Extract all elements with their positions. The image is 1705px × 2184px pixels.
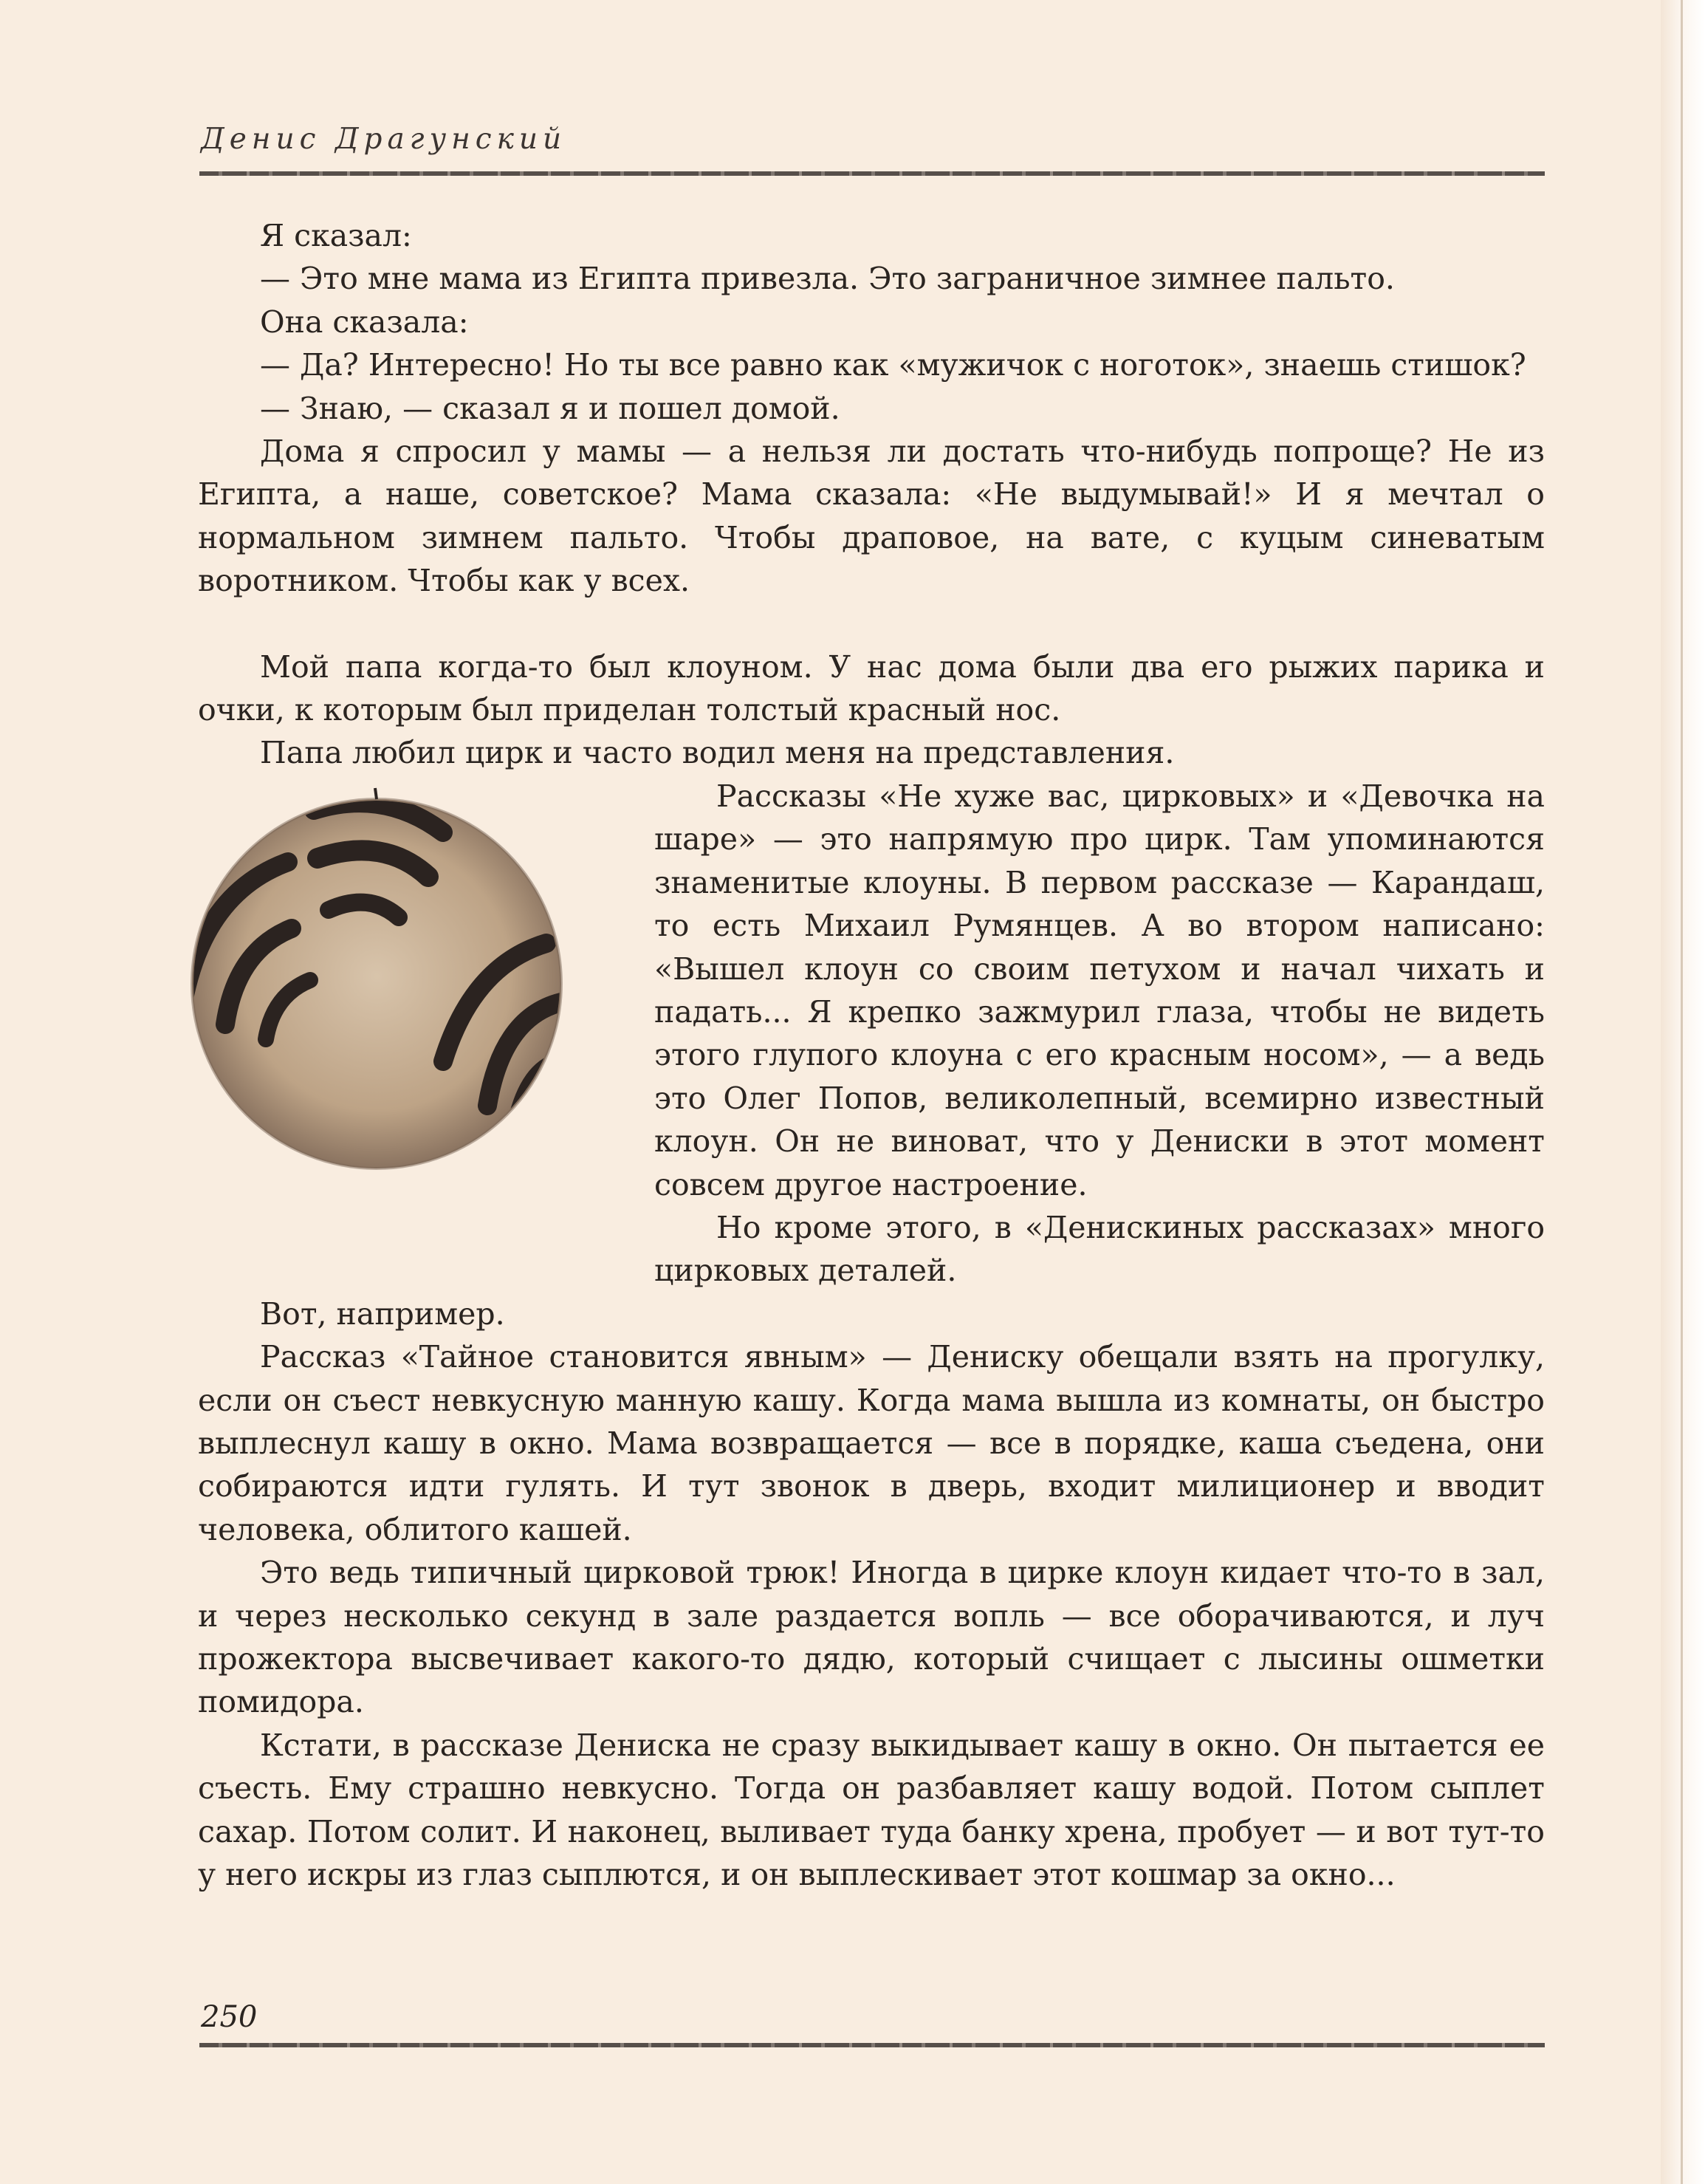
paragraph: Рассказ «Тайное становится явным» — Дениску обещали взять на прогулку, если он съест невкусную манную кашу. Когда мама вышла из комнаты, он быстро выплеснул кашу в окно. Мама возвращается — все в порядке, каша съедена, они собираются идти гулять. И тут звонок в дверь, входит милиционер и вводит человека, облитого кашей. — [198, 1339, 1545, 1547]
footer-rule — [199, 2043, 1545, 2047]
paragraph: Мой папа когда-то был клоуном. У нас дома были два его рыжих парика и очки, к которым был приделан толстый красный нос. — [198, 648, 1545, 728]
striped-ball-icon — [162, 781, 591, 1194]
paragraph: Это ведь типичный цирковой трюк! Иногда в цирке клоун кидает что-то в зал, и через несколько секунд в зале раздается вопль — все оборачиваются, и луч прожектора высвечивает какого-то дядю, который счищает с лысины ошметки помидора. — [198, 1555, 1545, 1720]
paragraph: — Знаю, — сказал я и пошел домой. — [260, 390, 840, 426]
paragraph: Папа любил цирк и часто водил меня на представления. — [260, 735, 1175, 771]
paragraph: Вот, например. — [260, 1295, 505, 1332]
paragraph: Рассказы «Не хуже вас, цирковых» и «Девочка на шаре» — это напрямую про цирк. Там упоминаются знаменитые клоуны. В первом рассказе — Карандаш, то есть Михаил Румянцев. А во втором написано: «Вышел клоун со своим петухом и начал чихать и падать... Я крепко зажмурил глаза, чтобы не видеть этого глупого клоуна с его красным носом», — а ведь это Олег Попов, великолепный, всемирно известный клоун. Он не виноват, что у Дениски в этот момент совсем другое настроение. — [654, 778, 1545, 1202]
body-text — [198, 214, 1545, 1896]
page-number: 250 — [201, 2000, 258, 2034]
page-edge-line — [1681, 0, 1683, 2184]
paragraph: Дома я спросил у мамы — а нельзя ли достать что-нибудь попроще? Не из Египта, а наше, советское? Мама сказала: «Не выдумывай!» И я мечтал о нормальном зимнем пальто. Чтобы драповое, на вате, с куцым синеватым воротником. Чтобы как у всех. — [198, 434, 1545, 599]
header-rule — [199, 171, 1545, 176]
paragraph: — Да? Интересно! Но ты все равно как «мужичок с ноготок», знаешь стишок? — [260, 347, 1526, 383]
illustration — [198, 775, 641, 1262]
paragraph: Я сказал: — [260, 218, 412, 253]
page-edge — [1661, 0, 1705, 2184]
paragraph: Но кроме этого, в «Денискиных рассказах» много цирковых деталей. — [654, 1209, 1545, 1289]
paragraph: Она сказала: — [260, 304, 469, 340]
running-head-author: Денис Драгунский — [201, 123, 567, 156]
paragraph: — Это мне мама из Египта привезла. Это заграничное зимнее пальто. — [260, 261, 1395, 297]
paragraph: Кстати, в рассказе Дениска не сразу выкидывает кашу в окно. Он пытается ее съесть. Ему страшно невкусно. Тогда он разбавляет кашу водой. Потом сыплет сахар. Потом солит. И наконец, выливает туда банку хрена, пробует — и вот тут-то у него искры из глаз сыплются, и он выплескивает этот кошмар за окно... — [198, 1727, 1545, 1893]
